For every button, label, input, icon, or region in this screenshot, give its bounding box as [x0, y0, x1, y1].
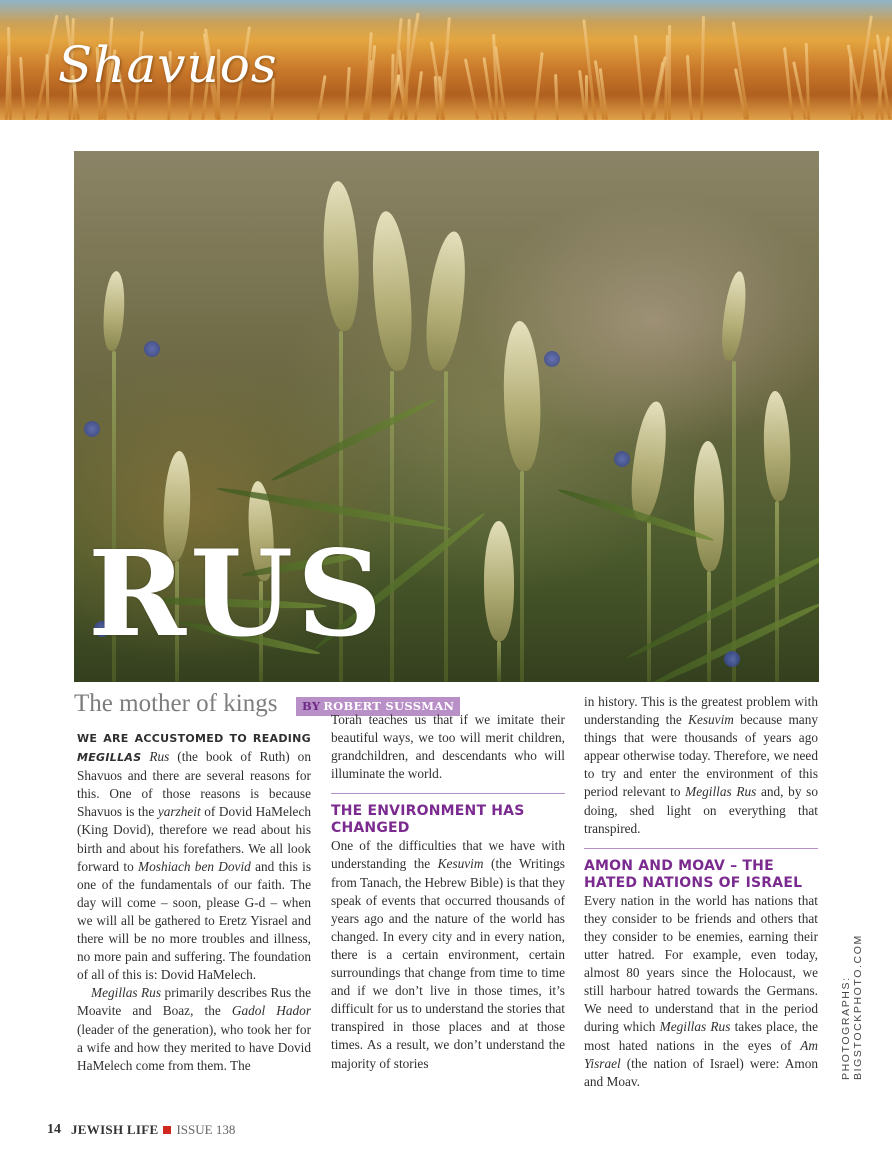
issue-number: ISSUE 138 [176, 1122, 236, 1137]
wheat-stalk [686, 55, 693, 120]
red-square-icon [163, 1126, 171, 1134]
wheat-stalk [792, 61, 807, 119]
text-run: primarily describes Rus the Moavite and Boaz, the [77, 985, 312, 1019]
cornflower [724, 651, 740, 667]
wheat-stalk [854, 15, 873, 119]
paragraph: Torah teaches us that if we imitate their beautiful ways, we too will merit children, grandchildren, and descendants who will illuminate the world. [331, 712, 565, 782]
byline-prefix: BY [302, 699, 321, 713]
paragraph [331, 837, 565, 1072]
text-run: (the Writings from Tanach, the Hebrew Bible) is that they speak of events that occurred thousands of years ago and the nature of the world has changed. In every city and in every nation, there is a certain environment, certain surroundings that change from time to time and if we don’t live in those times, it’s difficult for us to understand the stories that transpired in those places and at those times. As a result, we don’t understand the majority of stories [331, 856, 565, 1071]
wheat-stalk [805, 43, 811, 120]
wheat-stalk [634, 35, 645, 120]
paragraph [584, 693, 818, 838]
paragraph [77, 984, 311, 1074]
cornflower [544, 351, 560, 367]
text-run: (the book of Ruth) on Shavuos and there are several reasons for this. One of those reasons is because Shavuos is the [77, 749, 311, 820]
wheat-stem [732, 361, 736, 682]
text-run: because many things that were thousands of years ago appear otherwise today. Therefore, we need to try and enter the environment of this period relevant to [584, 712, 818, 800]
wheat-stalk [19, 57, 26, 120]
lead-in: WE ARE ACCUSTOMED TO READING [77, 732, 311, 745]
photo-credit: PHOTOGRAPHS: BIGSTOCKPHOTO.COM [840, 934, 864, 1080]
article-subtitle: The mother of kings [74, 690, 278, 717]
text-run: Every nation in the world has nations that they consider to be friends and others that they consider to be enemies, earning their utter hatred. For example, even today, almost 80 years since the Holocaust, we still harbour hatred towards the Germans. We need to understand that in the period during which [584, 892, 818, 1035]
section-title: Shavuos [58, 36, 278, 94]
wheat-stem [497, 641, 501, 682]
wheat-stalk [464, 58, 479, 119]
text-run: and this is one of the fundamentals of our faith. The day will come – soon, please G-d – when we will all be gathered to Eretz Yisrael and there will be no more troubles and illness, no more pain and suffering. The foundation of all of this is: Dovid HaMelech. [77, 858, 311, 983]
wheat-ear [484, 521, 515, 641]
wheat-leaf [270, 396, 438, 484]
wheat-ear [718, 270, 749, 362]
text-run: and, by so doing, shed light on everything that transpired. [584, 784, 818, 836]
text-run: Gadol Hador [231, 1003, 311, 1019]
cornflower [84, 421, 100, 437]
wheat-stalk [554, 74, 559, 120]
hero-title: RUS [88, 524, 387, 663]
wheat-stalk [46, 54, 50, 120]
header-banner [0, 0, 892, 120]
wheat-ear [102, 270, 127, 351]
wheat-stem [775, 501, 779, 682]
section-divider [584, 848, 818, 849]
wheat-ear [626, 400, 671, 523]
hero-photo [74, 151, 819, 682]
text-run: Megillas Rus [91, 985, 162, 1001]
cornflower [144, 341, 160, 357]
wheat-stem [520, 471, 524, 682]
text-run: yarzheit [157, 804, 201, 820]
text-run: Megillas Rus [685, 784, 757, 800]
publication-name: JEWISH LIFE [71, 1122, 159, 1137]
paragraph [584, 892, 818, 1091]
text-run: takes place, the most hated nations in the eyes of [584, 1019, 818, 1053]
section-divider [331, 793, 565, 794]
text-run: Kesuvim [688, 712, 734, 728]
wheat-stalk [316, 75, 326, 120]
page-number: 14 [47, 1122, 61, 1137]
text-run: (the nation of Israel) were: Amon and Moav. [584, 1055, 818, 1089]
section-heading: THE ENVIRONMENT HAS CHANGED [331, 803, 525, 837]
wheat-ear [320, 180, 361, 331]
text-run: Megillas Rus [659, 1019, 731, 1035]
wheat-ear [762, 391, 792, 502]
text-run: One of the difficulties that we have with understanding the [331, 838, 565, 872]
wheat-stalk [7, 27, 12, 120]
author-name: ROBERT SUSSMAN [323, 699, 455, 713]
lead-in-italic: MEGILLAS [77, 751, 142, 765]
text-run: Kesuvim [437, 856, 484, 872]
text-run: in history. This is the greatest problem with understanding the [584, 694, 818, 728]
wheat-ear [421, 229, 472, 372]
wheat-ear [693, 441, 725, 572]
wheat-leaf [625, 545, 819, 662]
article-column-1 [77, 729, 311, 1075]
wheat-stalk [533, 52, 543, 120]
wheat-ear [502, 320, 543, 471]
wheat-stalk [700, 16, 705, 120]
text-run: (leader of the generation), who took her for a wife and how they merited to have Dovid HaMelech come from them. The [77, 1021, 311, 1073]
text-run: Moshiach ben Dovid [138, 858, 251, 874]
text-run: of Dovid HaMelech (King Dovid), therefore we read about his birth and about his forefathers. We all look forward to [77, 804, 312, 874]
wheat-stalk [783, 47, 794, 120]
page-footer [47, 1122, 235, 1138]
article-column-2 [331, 711, 565, 1073]
wheat-stalk [668, 25, 671, 120]
wheat-stalk [344, 67, 351, 120]
wheat-stem [707, 571, 711, 682]
section-heading: AMON AND MOAV – THE HATED NATIONS OF ISRAEL [584, 857, 803, 891]
article-column-3 [584, 693, 818, 1091]
wheat-stem [647, 521, 651, 682]
paragraph [77, 729, 311, 984]
wheat-ear [368, 210, 416, 372]
text-run: Rus [141, 749, 170, 765]
wheat-stalk [414, 71, 423, 120]
text-run: Am Yisrael [584, 1037, 818, 1071]
wheat-stalk [440, 17, 451, 120]
cornflower [614, 451, 630, 467]
